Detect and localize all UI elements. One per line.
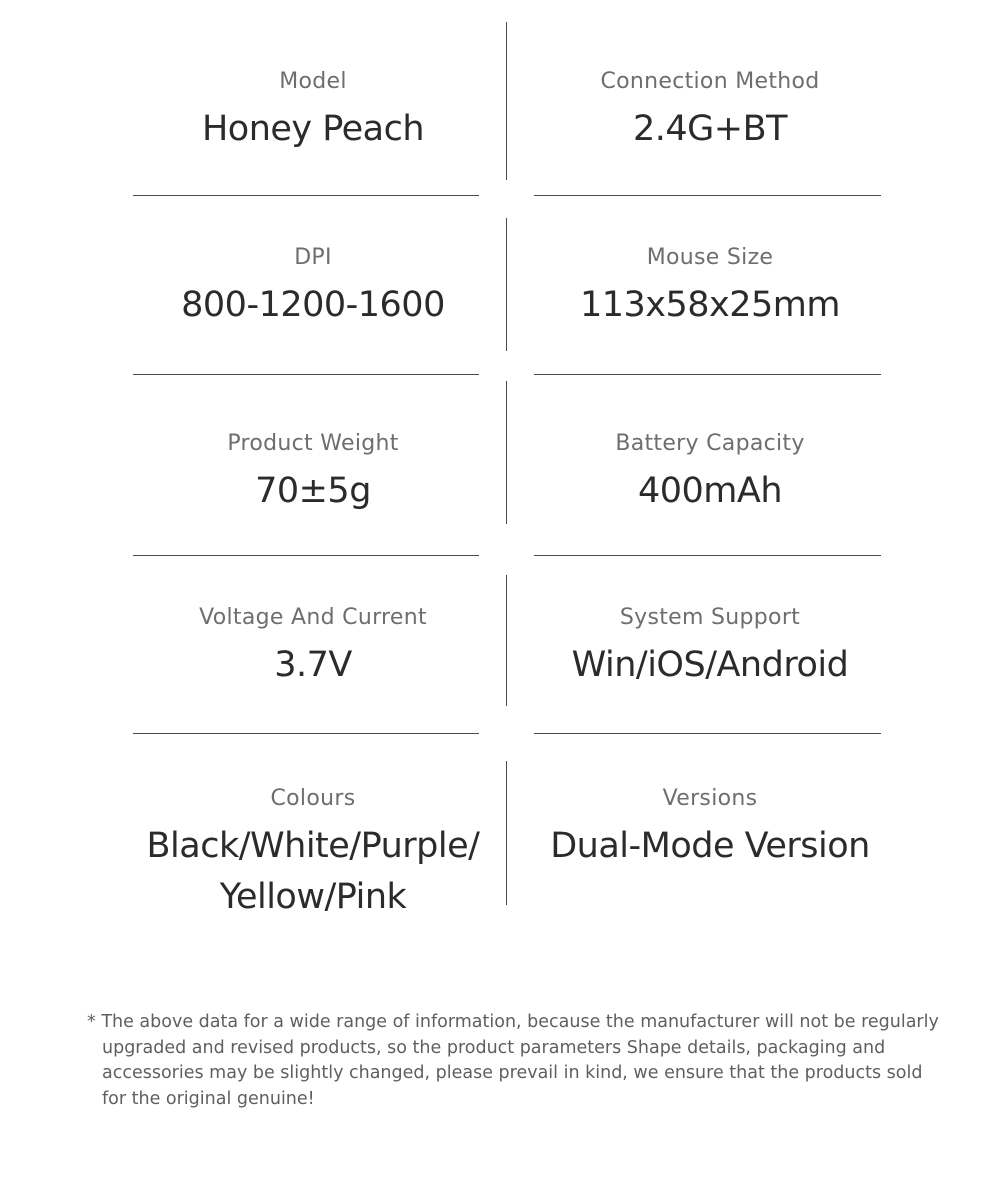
spec-label: Colours [270, 786, 356, 811]
row-divider [534, 195, 881, 196]
spec-label: Model [279, 69, 347, 94]
spec-connection-method [510, 68, 910, 155]
spec-label: DPI [294, 245, 332, 270]
spec-value: Honey Peach [201, 109, 425, 149]
spec-label: Versions [662, 786, 758, 811]
column-divider [506, 761, 507, 905]
spec-value: 400mAh [637, 471, 783, 511]
spec-dpi [113, 244, 513, 331]
spec-label: Voltage And Current [199, 605, 427, 630]
spec-label: Battery Capacity [615, 431, 805, 456]
spec-label: Product Weight [227, 431, 399, 456]
spec-value: 3.7V [274, 645, 352, 685]
spec-mouse-size [510, 244, 910, 331]
spec-voltage-and-current [113, 604, 513, 691]
spec-value: Dual-Mode Version [550, 826, 870, 866]
row-divider [133, 555, 479, 556]
spec-colours [113, 785, 513, 923]
column-divider [506, 381, 507, 524]
spec-value: 2.4G+BT [633, 109, 787, 149]
spec-versions [510, 785, 910, 872]
spec-system-support [510, 604, 910, 691]
spec-value: 70±5g [255, 471, 371, 511]
spec-value-line-1: Black/White/Purple/ [146, 826, 480, 866]
spec-value: 800-1200-1600 [181, 285, 445, 325]
column-divider [506, 218, 507, 351]
row-divider [133, 733, 479, 734]
spec-label: Connection Method [600, 69, 820, 94]
footnote-disclaimer: * The above data for a wide range of information, because the manufacturer will not be regularly upgraded and revised products, so the product parameters Shape details, packaging and accessories may be slightly changed, please prevail in kind, we ensure that the products sold for the original genuine! [87, 1012, 939, 1109]
row-divider [534, 555, 881, 556]
row-divider [133, 374, 479, 375]
spec-label: Mouse Size [646, 245, 774, 270]
spec-product-weight [113, 430, 513, 517]
spec-value-line-2: Yellow/Pink [219, 877, 407, 917]
row-divider [534, 733, 881, 734]
column-divider [506, 22, 507, 180]
row-divider [133, 195, 479, 196]
spec-model [113, 68, 513, 155]
column-divider [506, 575, 507, 706]
row-divider [534, 374, 881, 375]
spec-label: System Support [619, 605, 801, 630]
spec-value: Win/iOS/Android [571, 645, 849, 685]
spec-battery-capacity [510, 430, 910, 517]
spec-value: 113x58x25mm [580, 285, 840, 325]
